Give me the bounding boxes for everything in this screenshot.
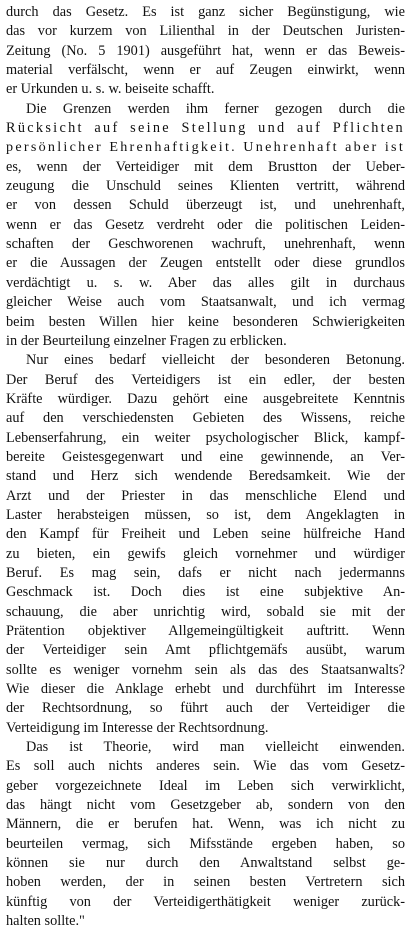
text-line: zeugung die Unschuld seines Klienten vertritt, während	[6, 178, 405, 195]
text-line: Kräfte würdiger. Dazu gehört eine ausgebreitete Kenntnis	[6, 390, 405, 407]
text-line: er Urkunden u. s. w. beiseite schafft.	[6, 81, 215, 98]
text-line: das hängt nicht vom Gesetzgeber ab, sondern von den	[6, 797, 405, 814]
text-line: Wie dieser die Anklage erhebt und durchführt im Interesse	[6, 681, 405, 698]
text-line: Arzt und der Priester in das menschliche Elend und	[6, 487, 405, 504]
text-line: geber vorgezeichnete Ideal im Leben sich verwirklicht,	[6, 777, 405, 794]
text-line: durch das Gesetz. Es ist ganz sicher Begünstigung, wie	[6, 4, 405, 20]
text-line: schauung, die aber unrichtig wird, sobald sie mit der	[6, 603, 405, 620]
text-line: Nur eines bedarf vielleicht der besonderen Betonung.	[26, 352, 405, 369]
paragraph-1	[6, 3, 405, 100]
text-line: Die Grenzen werden ihm ferner gezogen durch die	[26, 100, 405, 117]
text-line: den Kampf für Freiheit und Leben seine hülfreiche Hand	[6, 526, 405, 543]
text-line: Es soll auch nichts anderes sein. Wie das vom Gesetz-	[6, 758, 405, 775]
text-line: Zeitung (No. 5 1901) ausgeführt hat, wenn er das Beweis-	[6, 42, 405, 59]
text-line: beim besten Willen hier keine besonderen Schwierigkeiten	[6, 313, 405, 330]
text-line: schaften der Geschworenen wachruft, unehrenhaft, wenn	[6, 236, 405, 253]
text-line: auf den verschiedensten Gebieten des Wissens, reiche	[6, 410, 405, 427]
text-line: der Verteidiger sein Amt pflichtgemäfs ausübt, warum	[6, 642, 405, 659]
text-line: Männern, die er berufen hat. Wenn, was ich nicht zu	[6, 816, 405, 833]
text-line: wenn er das Gesetz verdreht oder die politischen Leiden-	[6, 216, 405, 233]
text-line: das vor kurzem von Lilienthal in der Deutschen Juristen-	[6, 23, 405, 40]
text-line: halten sollte."	[6, 913, 85, 930]
paragraph-4	[6, 738, 405, 931]
text-line: verdächtigt u. s. w. Aber das alles gilt in durchaus	[6, 274, 405, 291]
text-line: material verfälscht, wenn er auf Zeugen einwirkt, wenn	[6, 62, 405, 79]
text-line: Beruf. Es mag sein, dafs er nicht nach jedermanns	[6, 564, 405, 581]
text-line: Laster herabsteigen müssen, so ist, dem Angeklagten in	[6, 506, 405, 523]
paragraph-2	[6, 100, 405, 351]
text-line: in der Beurteilung einzelner Fragen zu erblicken.	[6, 332, 287, 349]
text-line: künftig von der Verteidigerthätigkeit weniger zurück-	[6, 893, 405, 910]
text-line: bereite Geistesgegenwart und eine gewinnende, an Ver-	[6, 448, 405, 465]
text-line: der Rechtsordnung, so führt auch der Verteidiger die	[6, 700, 405, 717]
text-line: persönlicher Ehrenhaftigkeit. Unehrenhaft aber ist	[6, 139, 405, 156]
paragraph-3	[6, 351, 405, 738]
text-line: es, wenn der Verteidiger mit dem Brustton der Ueber-	[6, 158, 405, 175]
text-line: beurteilen vermag, sich Mifsstände ergeben haben, so	[6, 835, 405, 852]
text-line: er von dessen Schuld überzeugt ist, und unehrenhaft,	[6, 197, 405, 214]
text-line: Prätention objektiver Allgemeingültigkeit auftritt. Wenn	[6, 623, 405, 639]
text-line: Verteidigung im Interesse der Rechtsordnung.	[6, 719, 269, 736]
text-line: er die Aussagen der Zeugen entstellt oder diese grundlos	[6, 255, 405, 272]
text-line: Geschmack ist. Doch dies ist eine subjektive An-	[6, 584, 405, 601]
text-line: stand und Herz sich wendende Beredsamkeit. Wie der	[6, 468, 405, 485]
text-line: sollte es weniger vornehm sein als das des Staatsanwalts?	[6, 661, 405, 678]
text-line: gleicher Weise auch vom Staatsanwalt, und ich vermag	[6, 294, 405, 311]
text-line: Der Beruf des Verteidigers ist ein edler, der besten	[6, 371, 405, 388]
text-line: zu bieten, ein gewifs gleich vornehmer und würdiger	[6, 545, 405, 562]
text-line: hoben werden, der in seinen besten Vertretern sich	[6, 874, 405, 891]
text-line: können sie nur durch den Anwaltstand selbst ge-	[6, 855, 405, 872]
text-line: Rücksicht auf seine Stellung und auf Pflichten	[6, 120, 405, 137]
text-line: Das ist Theorie, wird man vielleicht einwenden.	[26, 739, 405, 756]
text-line: Lebenserfahrung, ein weiter psychologischer Blick, kampf-	[6, 429, 405, 446]
